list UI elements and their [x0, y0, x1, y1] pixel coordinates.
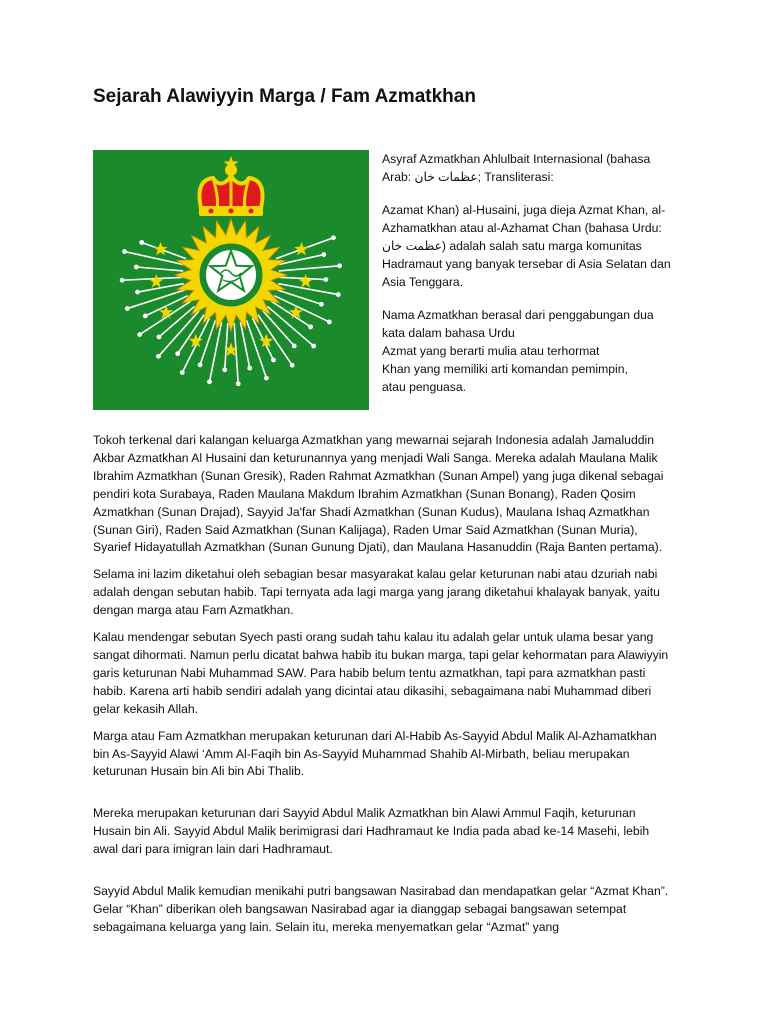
emblem-ray-dot	[125, 306, 130, 311]
emblem-ray-dot	[308, 324, 313, 329]
emblem-ray-dot	[143, 314, 148, 319]
emblem-ray-dot	[331, 235, 336, 240]
emblem-ray-dot	[247, 366, 252, 371]
body-paragraph-6: Sayyid Abdul Malik kemudian menikahi putri bangsawan Nasirabad dan mendapatkan gelar “Azmat Khan”. Gelar “Khan” diberikan oleh bangsawan Nasirabad agar ia dianggap sebagai bangsawan setempat sebagaimana keluarga yang lain. Selain itu, mereka menyematkan gelar “Azmat” yang	[93, 884, 669, 934]
body-paragraph-4: Marga atau Fam Azmatkhan merupakan keturunan dari Al-Habib As-Sayyid Abdul Malik Al-Azhamatkhan bin As-Sayyid Alawi ‘Amm Al-Faqih bin As-Sayyid Muhammad Shahib Al-Mirbath, beliau merupakan keturunan Husain bin Ali bin Abi Thalib.	[93, 728, 657, 779]
emblem-ray-dot	[156, 354, 161, 359]
emblem-ray-dot	[327, 320, 332, 325]
emblem-ray-dot	[134, 265, 139, 270]
side-paragraph-2: Azamat Khan) al-Husaini, juga dieja Azmat Khan, al-Azhamatkhan atau al-Azhamat Chan (bahasa Urdu: عظمت خان) adalah salah satu marga komunitas Hadramaut yang banyak tersebar di Asia Selatan dan Asia Tenggara.	[382, 203, 671, 289]
emblem-ray-dot	[222, 367, 227, 372]
emblem-ray-dot	[236, 381, 241, 386]
emblem-ray-dot	[336, 292, 341, 297]
body-paragraph-2: Selama ini lazim diketahui oleh sebagian besar masyarakat kalau gelar keturunan nabi atau dzuriah nabi adalah dengan sebutan habib. Tapi ternyata ada lagi marga yang jarang diketahui khalayak banyak, yaitu dengan marga atau Fam Azmatkhan.	[93, 567, 660, 618]
page-title: Sejarah Alawiyyin Marga / Fam Azmatkhan	[93, 86, 476, 107]
emblem-ray-dot	[311, 344, 316, 349]
body-paragraph-5: Mereka merupakan keturunan dari Sayyid Abdul Malik Azmatkhan bin Alawi Ammul Faqih, keturunan Husain bin Ali. Sayyid Abdul Malik berimigrasi dari Hadhramaut ke India pada abad ke-14 Masehi, lebih awal dari para imigran lain dari Hadhramaut.	[93, 806, 650, 857]
side-paragraphs	[382, 150, 682, 411]
emblem-ray-dot	[198, 362, 203, 367]
side-line: kata dalam bahasa Urdu	[382, 326, 515, 340]
emblem-ray-dot	[175, 351, 180, 356]
side-paragraph-3	[382, 306, 682, 396]
body-paragraph-3: Kalau mendengar sebutan Syech pasti orang sudah tahu kalau itu adalah gelar untuk ulama besar yang sangat dihormati. Namun perlu dicatat bahwa habib itu bukan marga, tapi gelar kehormatan para Alawiyyin garis keturunan Nabi Muhammad SAW. Para habib belum tentu azmatkhan, tapi para azmatkhan pasti habib. Karena arti habib sendiri adalah yang dicintai atau dikasihi, sebagaimana nabi Muhammad diberi gelar kekasih Allah.	[93, 630, 669, 716]
side-paragraph-1: Asyraf Azmatkhan Ahlulbait Internasional (bahasa Arab: عظمات خان; Transliterasi:	[382, 152, 651, 184]
emblem-ray-dot	[135, 290, 140, 295]
side-line: Azmat yang berarti mulia atau terhormat	[382, 344, 600, 358]
body-text	[93, 432, 675, 946]
emblem-ray-dot	[319, 302, 324, 307]
body-paragraph-1: Tokoh terkenal dari kalangan keluarga Azmatkhan yang mewarnai sejarah Indonesia adalah Jamaluddin Akbar Azmatkhan Al Husaini dan keturunannya yang menjadi Wali Sanga. Mereka adalah Maulana Malik Ibrahim Azmatkhan (Sunan Gresik), Raden Rahmat Azmatkhan (Sunan Ampel) yang juga dikenal sebagai pendiri kota Surabaya, Raden Maulana Makdum Ibrahim Azmatkhan (Sunan Bonang), Raden Qosim Azmatkhan (Sunan Drajad), Sayyid Ja'far Shadi Azmatkhan (Sunan Kudus), Maulana Ishaq Azmatkhan (Sunan Giri), Raden Said Azmatkhan (Sunan Kalijaga), Raden Umar Said Azmatkhan (Sunan Muria), Syarief Hidayatullah Azmatkhan (Sunan Gunung Djati), dan Maulana Hasanuddin (Raja Banten pertama).	[93, 433, 664, 555]
emblem-ray-dot	[120, 278, 125, 283]
emblem-ray-dot	[264, 376, 269, 381]
emblem-ray-dot	[122, 249, 127, 254]
emblem-ray-dot	[271, 358, 276, 363]
emblem-ray-dot	[207, 379, 212, 384]
emblem-image	[93, 150, 369, 410]
side-line: Khan yang memiliki arti komandan pemimpin,	[382, 362, 628, 376]
emblem-ray-dot	[323, 277, 328, 282]
emblem-ray-dot	[139, 240, 144, 245]
emblem-ray-dot	[290, 363, 295, 368]
alawiyyin-emblem-icon	[93, 150, 369, 410]
emblem-ray-dot	[337, 263, 342, 268]
emblem-ray-dot	[180, 370, 185, 375]
emblem-ray-dot	[157, 335, 162, 340]
emblem-ray-dot	[292, 344, 297, 349]
side-line: atau penguasa.	[382, 380, 467, 394]
emblem-ray-dot	[137, 332, 142, 337]
side-line: Nama Azmatkhan berasal dari penggabungan dua	[382, 308, 654, 322]
emblem-ray-dot	[321, 252, 326, 257]
